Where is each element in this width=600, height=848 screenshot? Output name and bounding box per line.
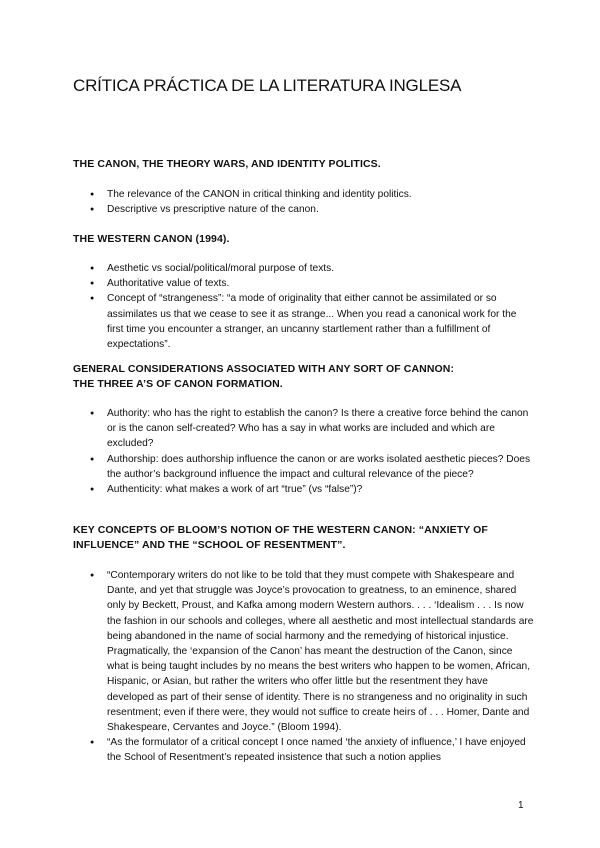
bullet-list-bloom-quotes xyxy=(90,568,535,766)
list-item: ● Authority: who has the right to establish the canon? Is there a creative force behind the canon or is the canon self-created? Who has a say in what works are included and which are excluded? xyxy=(90,406,535,452)
bullet-list-canon-theory-wars xyxy=(90,187,535,217)
heading-line: INFLUENCE” AND THE “SCHOOL OF RESENTMENT”. xyxy=(73,539,346,551)
list-item: ● Concept of “strangeness”: “a mode of originality that either cannot be assimilated or so assimilates us that we cease to see it as strange... When you read a canonical work for the first time you encounter a stranger, an uncanny startlement rather than a fulfillment of expectations”. xyxy=(90,291,535,352)
bullet-list-three-as xyxy=(90,406,535,497)
list-item: ● Aesthetic vs social/political/moral purpose of texts. xyxy=(90,261,535,276)
document-title: CRÍTICA PRÁCTICA DE LA LITERATURA INGLESA xyxy=(73,76,462,95)
list-item: ● “As the formulator of a critical concept I once named ‘the anxiety of influence,’ I have enjoyed the School of Resentment’s repeated insistence that such a notion applies xyxy=(90,735,535,765)
list-item: ● “Contemporary writers do not like to be told that they must compete with Shakespeare and Dante, and yet that struggle was Joyce’s provocation to greatness, to an eminence, shared only by Beckett, Proust, and Kafka among modern Western authors. . . . ‘Idealism . . . Is now the fashion in our schools and colleges, where all aesthetic and most intellectual standards are being abandoned in the name of social harmony and the remedying of historical injustice. Pragmatically, the ‘expansion of the Canon’ has meant the destruction of the Canon, since what is being taught includes by no means the best writers who happen to be women, African, Hispanic, or Asian, but rather the writers who offer little but the resentment they have developed as part of their sense of identity. There is no strangeness and no originality in such resentment; even if there were, they would not suffice to create heirs of . . . Homer, Dante and Shakespeare, Cervantes and Joyce.” (Bloom 1994). xyxy=(90,568,535,735)
section-heading-canon-theory-wars xyxy=(73,157,543,172)
heading-line: THE THREE A’S OF CANON FORMATION. xyxy=(73,378,283,390)
section-heading-western-canon xyxy=(73,232,543,247)
list-item: ● Authenticity: what makes a work of art “true” (vs “false”)? xyxy=(90,482,535,497)
list-item: ● Authoritative value of texts. xyxy=(90,276,535,291)
list-item: ● Authorship: does authorship influence the canon or are works isolated aesthetic pieces? Does the author’s background influence the impact and cultural relevance of the piece? xyxy=(90,452,535,482)
section-heading-bloom-key-concepts xyxy=(73,523,543,553)
heading-line: GENERAL CONSIDERATIONS ASSOCIATED WITH ANY SORT OF CANNON: xyxy=(73,363,455,375)
heading-line: THE CANON, THE THEORY WARS, AND IDENTITY POLITICS. xyxy=(73,158,381,170)
heading-line: KEY CONCEPTS OF BLOOM’S NOTION OF THE WESTERN CANON: “ANXIETY OF xyxy=(73,524,488,536)
list-item: ● Descriptive vs prescriptive nature of the canon. xyxy=(90,202,535,217)
bullet-list-western-canon xyxy=(90,261,535,352)
section-heading-general-considerations xyxy=(73,362,543,392)
list-item: ● The relevance of the CANON in critical thinking and identity politics. xyxy=(90,187,535,202)
page-number: 1 xyxy=(518,800,524,811)
heading-line: THE WESTERN CANON (1994). xyxy=(73,233,230,245)
